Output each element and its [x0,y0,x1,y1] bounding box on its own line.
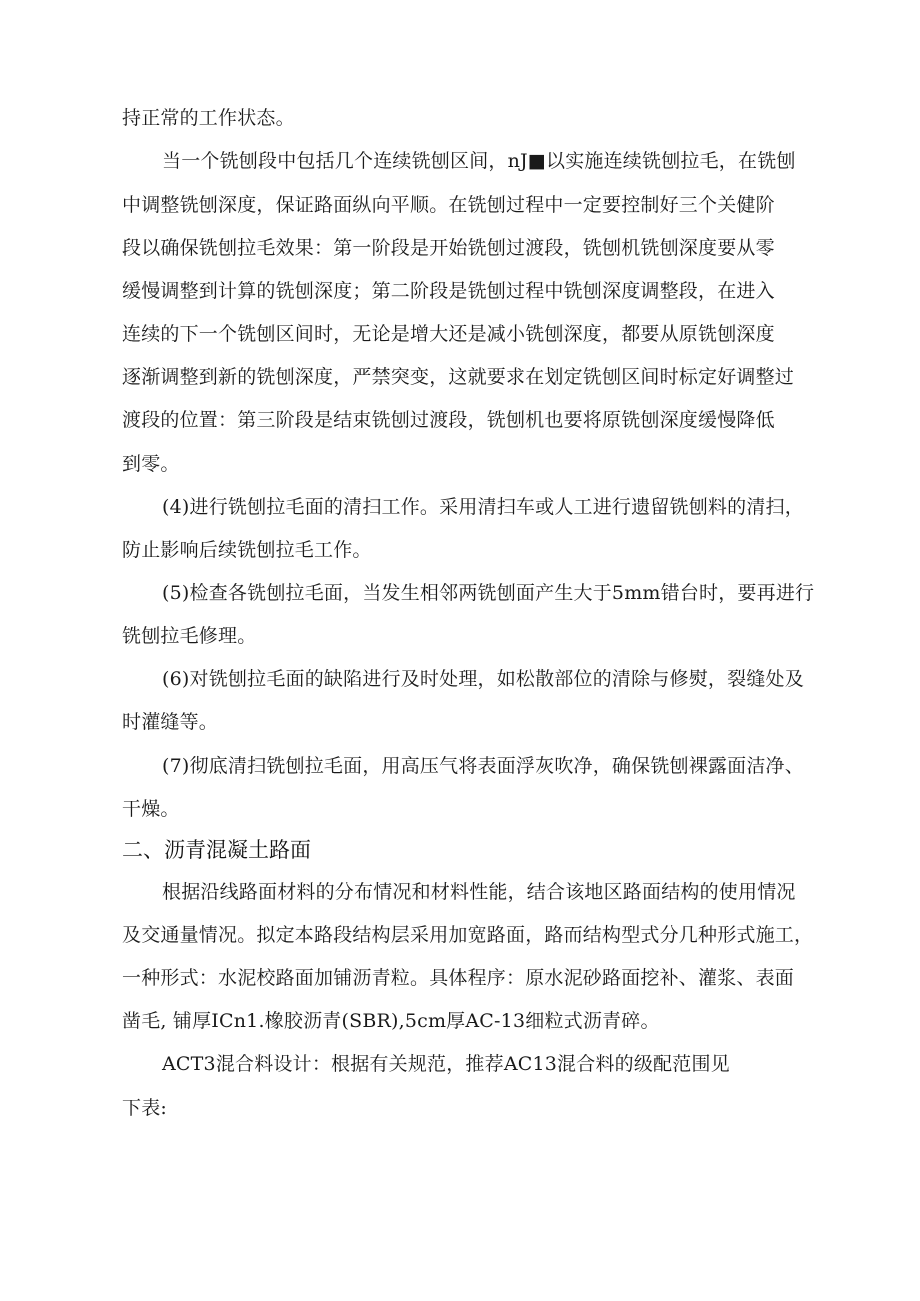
paragraph-line: 一种形式：水泥校路面加铺沥青粒。具体程序：原水泥砂路面挖补、灌浆、表面 [122,967,795,989]
paragraph-line: (4)进行铣刨拉毛面的清扫工作。采用清扫车或人工进行遗留铣刨料的清扫， [162,496,804,518]
paragraph-line: 中调整铣刨深度，保证路面纵向平顺。在铣刨过程中一定要控制好三个关健阶 [122,194,775,216]
paragraph-line: 段以确保铣刨拉毛效果：第一阶段是开始铣刨过渡段，铣刨机铣刨深度要从零 [122,237,775,259]
paragraph-line: 连续的下一个铣刨区间时，无论是增大还是减小铣刨深度，都要从原铣刨深度 [122,323,775,345]
paragraph-line: 防止影响后续铣刨拉毛工作。 [122,539,372,561]
paragraph-line: 持正常的工作状态。 [122,107,295,129]
paragraph-line: 凿毛, 铺厚ICn1.橡胶沥青(SBR),5cm厚AC-13细粒式沥青碎。 [122,1010,660,1032]
section-heading: 二、沥青混凝土路面 [122,838,311,862]
paragraph-line: (7)彻底清扫铣刨拉毛面，用高压气将表面浮灰吹净，确保铣刨裸露面洁净、 [162,755,804,777]
paragraph-line: 缓慢调整到计算的铣刨深度；第二阶段是铣刨过程中铣刨深度调整段，在进入 [122,280,775,302]
paragraph-line: 铣刨拉毛修理。 [122,625,257,647]
paragraph-line: (6)对铣刨拉毛面的缺陷进行及时处理，如松散部位的清除与修熨，裂缝处及 [162,668,804,690]
paragraph-line: 根据沿线路面材料的分布情况和材料性能，结合该地区路面结构的使用情况 [162,881,796,903]
paragraph-line: 干燥。 [122,798,180,820]
paragraph-line: (5)检查各铣刨拉毛面，当发生相邻两铣刨面产生大于5mm错台时，要再进行 [162,582,815,604]
paragraph-line: 到零。 [122,453,180,475]
paragraph-line: ACT3混合料设计：根据有关规范，推荐AC13混合料的级配范围见 [162,1053,730,1075]
paragraph-line: 逐渐调整到新的铣刨深度，严禁突变，这就要求在划定铣刨区间时标定好调整过 [122,366,795,388]
paragraph-line: 下表: [122,1097,168,1119]
paragraph-line: 渡段的位置：第三阶段是结束铣刨过渡段，铣刨机也要将原铣刨深度缓慢降低 [122,409,775,431]
paragraph-line: 当一个铣刨段中包括几个连续铣刨区间，nJ■以实施连续铣刨拉毛，在铣刨 [162,150,796,172]
paragraph-line: 时灌缝等。 [122,711,219,733]
paragraph-line: 及交通量情况。拟定本路段结构层采用加宽路面，路而结构型式分几种形式施工， [122,924,814,946]
